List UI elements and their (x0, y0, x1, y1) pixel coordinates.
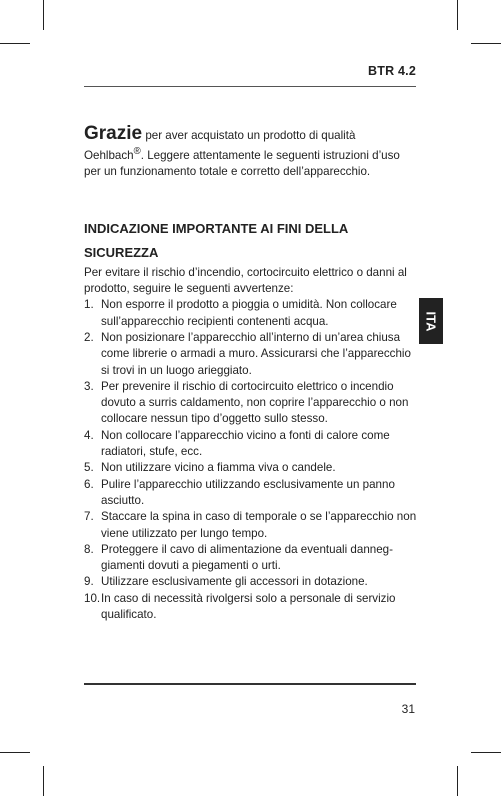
intro-paragraph (84, 123, 418, 181)
language-tab-label: ITA (423, 311, 439, 331)
list-item (84, 542, 418, 575)
item-text: Utilizzare esclusivamente gli accessori in dotazione. (101, 575, 368, 589)
item-number: 5. (84, 461, 94, 475)
item-text: Per prevenire il rischio di cortocircuito elettrico o incendio dovuto a surris caldamento, non coprire l’apparecchio o non collocare nessun tipo d’oggetto sullo stesso. (101, 379, 409, 426)
item-text: Staccare la spina in caso di temporale o se l’apparecchio non viene utilizzato per lungo tempo. (101, 510, 417, 540)
item-number: 8. (84, 542, 94, 556)
model-name: BTR 4.2 (368, 64, 416, 78)
item-number: 1. (84, 298, 94, 312)
list-item (84, 477, 418, 510)
item-number: 3. (84, 379, 94, 393)
list-item (84, 574, 418, 590)
crop-mark (457, 766, 458, 796)
item-number: 4. (84, 428, 94, 442)
item-number: 6. (84, 477, 94, 491)
list-item (84, 428, 418, 461)
crop-mark (0, 752, 30, 753)
page-content (84, 123, 418, 623)
header-rule (84, 86, 416, 87)
intro-text: per aver acquistato un prodotto di qualità Oehlbach (84, 129, 356, 163)
item-text: Non esporre il prodotto a pioggia o umidità. Non collocare sull’apparecchio recipienti contenenti acqua. (101, 298, 397, 328)
list-item (84, 297, 418, 330)
language-tab (419, 298, 443, 344)
item-text: Pulire l’apparecchio utilizzando esclusivamente un panno asciutto. (101, 477, 395, 507)
safety-lead: Per evitare il rischio d’incendio, cortocircuito elettrico o danni al prodotto, seguire le seguenti avvertenze: (84, 265, 407, 296)
list-item (84, 591, 418, 624)
crop-mark (471, 752, 501, 753)
item-number: 7. (84, 510, 94, 524)
item-text: Non utilizzare vicino a fiamma viva o candele. (101, 461, 336, 475)
registered-mark: ® (133, 146, 141, 158)
crop-mark (0, 43, 30, 44)
item-number: 9. (84, 575, 94, 589)
list-item (84, 460, 418, 476)
item-text: Non posizionare l’apparecchio all’interno di un’area chiusa come librerie o armadi a muro. Assicurarsi che l’apparecchio si trovi in un luogo arieggiato. (101, 330, 411, 377)
item-text: In caso di necessità rivolgersi solo a personale di servizio qualificato. (101, 591, 396, 621)
list-item (84, 379, 418, 428)
item-number: 2. (84, 330, 94, 344)
safety-list (84, 297, 418, 623)
crop-mark (43, 0, 44, 30)
crop-mark (471, 43, 501, 44)
footer-rule (84, 683, 416, 685)
item-number: 10. (84, 591, 101, 605)
list-item (84, 509, 418, 542)
intro-title: Grazie (84, 123, 143, 144)
intro-text-continued: . Leggere attentamente le seguenti istruzioni d’uso per un funzionamento totale e corretto dell’apparecchio. (84, 149, 400, 179)
page-number: 31 (401, 702, 415, 716)
item-text: Proteggere il cavo di alimentazione da eventuali danneg-giamenti dovuti a piegamenti o urti. (101, 542, 393, 573)
crop-mark (43, 766, 44, 796)
item-text: Non collocare l’apparecchio vicino a fonti di calore come radiatori, stufe, ecc. (101, 428, 390, 459)
crop-mark (457, 0, 458, 30)
list-item (84, 330, 418, 379)
safety-heading: INDICAZIONE IMPORTANTE AI FINI DELLA SICUREZZA (84, 220, 348, 260)
